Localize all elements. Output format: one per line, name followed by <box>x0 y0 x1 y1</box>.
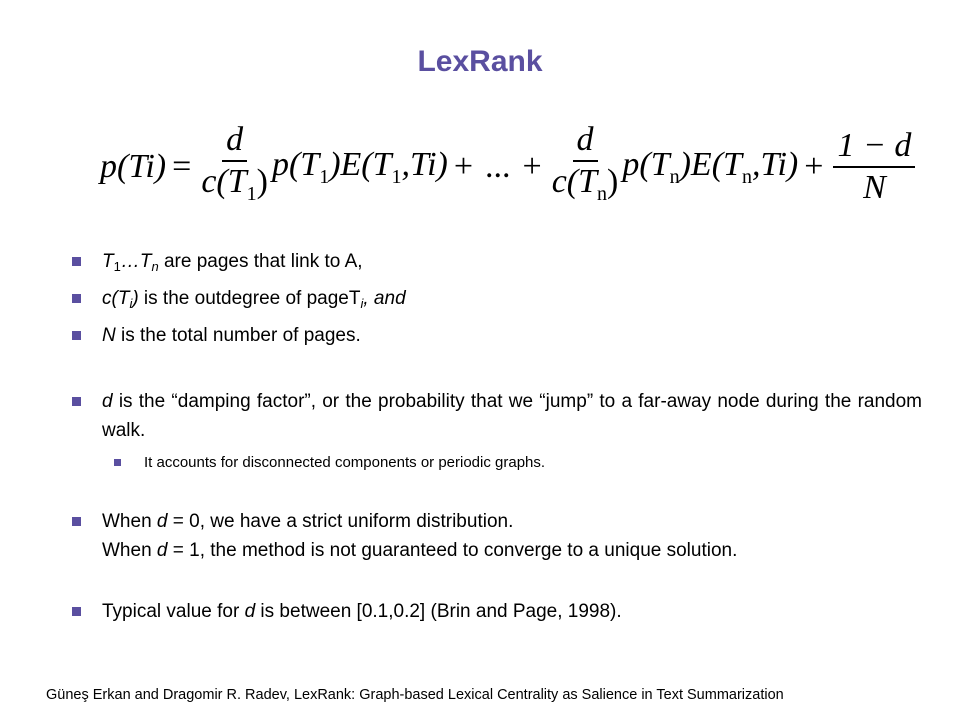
bullet-square-icon <box>72 397 81 406</box>
formula-plus-2: + <box>522 147 542 185</box>
bullet-square-icon <box>72 257 81 266</box>
pagerank-formula <box>100 122 919 212</box>
formula-equals: = <box>172 147 192 185</box>
formula-plus-3: + <box>804 147 824 185</box>
fraction-1-denominator: $c(T_1)$ <box>201 163 268 205</box>
formula-term-1: $p(T_1)E(T_1,Ti)$ <box>271 145 448 188</box>
formula-ellipsis: ... <box>485 147 511 185</box>
bullet-square-icon <box>72 331 81 340</box>
bullet-square-icon <box>72 517 81 526</box>
fraction-3-denominator: N <box>863 168 886 206</box>
formula-fraction-2 <box>552 122 619 212</box>
formula-fraction-1 <box>201 122 268 212</box>
formula-lhs: p(Ti) <box>100 147 167 185</box>
formula-term-2: $p(T_n)E(T_n,Ti)$ <box>622 145 799 188</box>
slide-title: LexRank <box>417 45 543 78</box>
fraction-2-numerator: d <box>573 122 598 162</box>
bullet-square-icon <box>72 607 81 616</box>
formula-fraction-3 <box>833 128 915 206</box>
fraction-1-numerator: d <box>222 122 247 162</box>
bullet-square-icon <box>114 459 121 466</box>
fraction-3-numerator: 1 − d <box>833 128 915 168</box>
formula-plus-1: + <box>453 147 474 185</box>
fraction-2-denominator: $c(T_n)$ <box>551 163 619 205</box>
bullet-square-icon <box>72 294 81 303</box>
footer-citation: Güneş Erkan and Dragomir R. Radev, LexRank: Graph-based Lexical Centrality as Salience in Text Summarization <box>46 687 784 703</box>
